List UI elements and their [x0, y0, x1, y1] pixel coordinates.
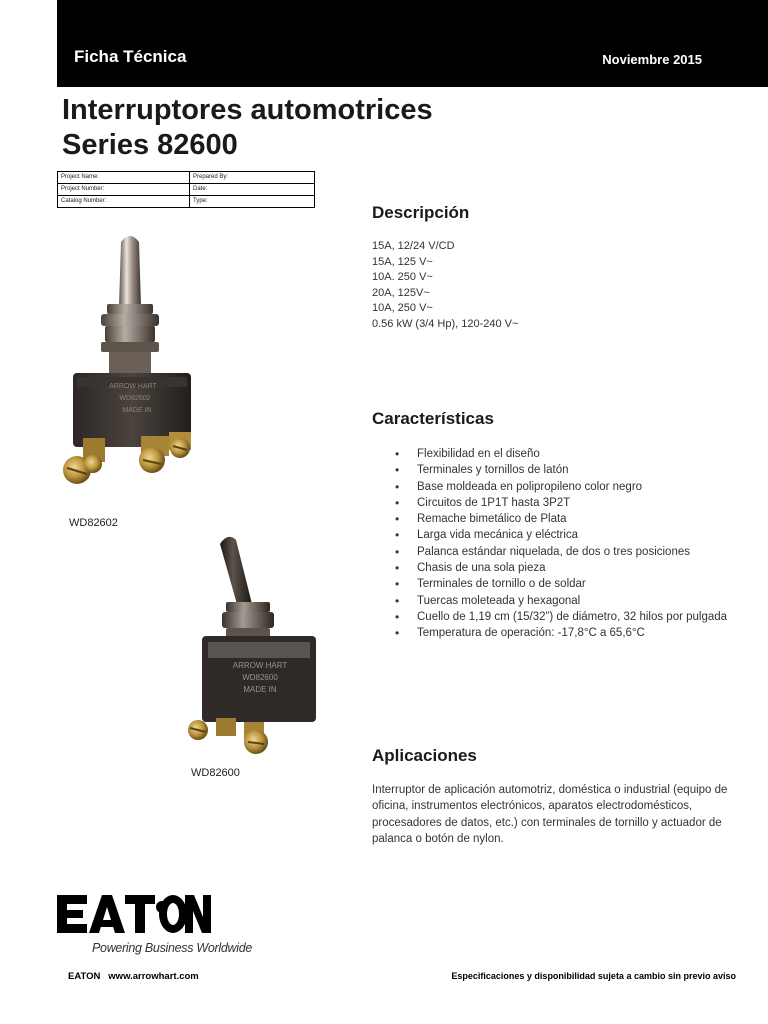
list-item: • Circuitos de 1P1T hasta 3P2T: [378, 495, 728, 511]
list-item: • Temperatura de operación: -17,8°C a 65,6°C: [378, 625, 728, 641]
footer-company-name: EATON: [68, 971, 101, 982]
switch2-label-line-1: ARROW HART: [232, 661, 288, 670]
switch2-label-line-2: WD82600: [242, 673, 278, 682]
project-info-table: [57, 171, 315, 208]
descripcion-heading: Descripción: [372, 203, 470, 222]
caracteristicas-heading: Características: [372, 409, 494, 428]
aplicaciones-heading: Aplicaciones: [372, 746, 477, 765]
list-item: • Flexibilidad en el diseño: [378, 446, 728, 462]
title-line-2: Series 82600: [62, 129, 238, 161]
list-item: • Chasis de una sola pieza: [378, 560, 728, 576]
toggle-switch-photo-wd82600: [186, 532, 328, 760]
eaton-logo: [57, 893, 211, 937]
list-item: • Terminales y tornillos de latón: [378, 462, 728, 478]
rating-line: 15A, 12/24 V/CD: [372, 240, 455, 252]
catalog-number-cell[interactable]: Catalog Number:: [58, 196, 190, 208]
rating-line: 15A, 125 V~: [372, 255, 433, 268]
switch-label-line-1: ARROW HART: [109, 383, 157, 390]
header-bar: [57, 0, 768, 87]
descripcion-ratings: [372, 239, 518, 332]
rating-line: 20A, 125V~: [372, 286, 430, 299]
table-row: [58, 172, 315, 184]
caracteristicas-list: [378, 446, 728, 642]
footer-disclaimer: Especificaciones y disponibilidad sujeta a cambio sin previo aviso: [451, 971, 736, 981]
switch-label-line-3: MADE IN: [122, 407, 152, 414]
footer-website-link[interactable]: www.arrowhart.com: [108, 971, 199, 982]
footer-company: [68, 971, 199, 982]
document-date: Noviembre 2015: [602, 52, 702, 67]
title-line-1: Interruptores automotrices: [62, 94, 433, 126]
document-type-label: Ficha Técnica: [74, 47, 187, 66]
list-item: • Larga vida mecánica y eléctrica: [378, 527, 728, 543]
product-caption-wd82602: WD82602: [69, 517, 118, 529]
rating-line: 10A. 250 V~: [372, 271, 433, 283]
table-row: [58, 196, 315, 208]
project-name-cell[interactable]: Project Name:: [58, 172, 190, 184]
brand-tagline: Powering Business Worldwide: [92, 941, 253, 955]
project-number-cell[interactable]: Project Number:: [58, 184, 190, 196]
rating-line: 0.56 kW (3/4 Hp), 120-240 V~: [372, 317, 519, 330]
page-title: [62, 93, 433, 163]
rating-line: 10A, 250 V~: [372, 302, 433, 314]
list-item: • Remache bimetálico de Plata: [378, 511, 728, 527]
list-item: • Terminales de tornillo o de soldar: [378, 576, 728, 592]
type-cell[interactable]: Type:: [190, 196, 315, 208]
list-item: • Base moldeada en polipropileno color negro: [378, 479, 728, 495]
prepared-by-cell[interactable]: Prepared By:: [190, 172, 315, 184]
switch2-label-line-3: MADE IN: [243, 685, 277, 694]
aplicaciones-text: Interruptor de aplicación automotriz, doméstica o industrial (equipo de oficina, instrumentos electrónicos, aparatos electrodomésticos, procesadores de datos, etc.) con terminales de tornillo y actuador de palanca o botón de nylon.: [372, 784, 728, 845]
switch-label-line-2: WD82602: [119, 395, 151, 402]
date-cell[interactable]: Date:: [190, 184, 315, 196]
product-caption-wd82600: WD82600: [191, 767, 240, 779]
list-item: • Palanca estándar niquelada, de dos o tres posiciones: [378, 544, 728, 560]
toggle-switch-photo-wd82602: [57, 228, 207, 494]
list-item: • Tuercas moleteada y hexagonal: [378, 593, 728, 609]
table-row: [58, 184, 315, 196]
list-item: • Cuello de 1,19 cm (15/32”) de diámetro, 32 hilos por pulgada: [378, 609, 728, 625]
